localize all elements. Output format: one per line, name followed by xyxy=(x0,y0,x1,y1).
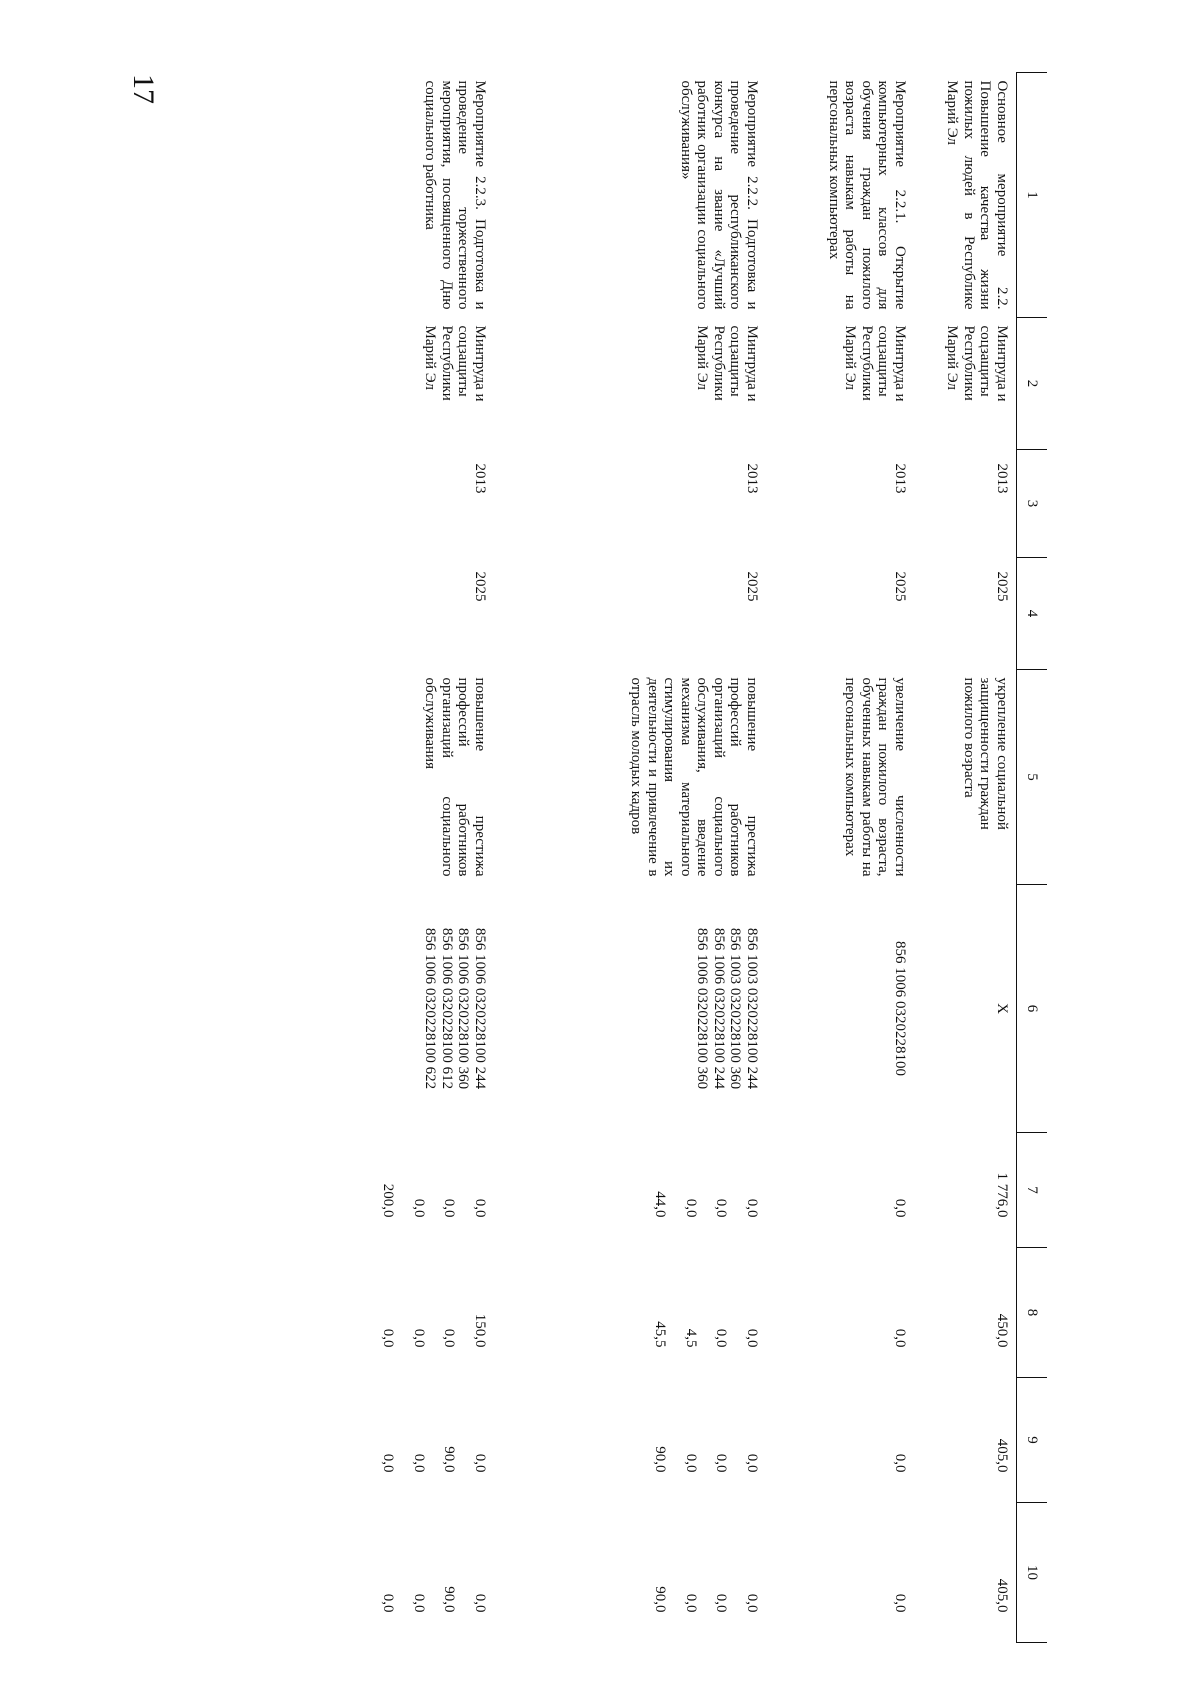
budget-codes xyxy=(338,885,494,1133)
value: 0,0 xyxy=(713,1593,730,1613)
budget-code: 856 1006 0320228100 360 xyxy=(694,927,711,1090)
expected-result: увеличение численности граждан пожилого возраста, обученных навыкам работы на персональных компьютерах xyxy=(842,677,908,877)
column-header-3: 3 xyxy=(1017,450,1048,558)
value: 405,0 xyxy=(994,1578,1010,1613)
page-number: 17 xyxy=(127,74,160,104)
header-row xyxy=(1017,73,1048,1643)
budget-code: 856 1006 0320228100 244 xyxy=(711,927,727,1090)
value-col-7 xyxy=(494,1133,766,1248)
value: 0,0 xyxy=(441,1198,458,1218)
end-year: 2025 xyxy=(892,571,908,602)
value-col-9 xyxy=(914,1378,1017,1503)
value: 0,0 xyxy=(411,1453,427,1473)
executor: Минтруда и соцзащиты Республики Марий Эл xyxy=(842,325,908,402)
value: 0,0 xyxy=(713,1453,730,1473)
value: 0,0 xyxy=(892,1593,908,1613)
budget-code: 856 1006 0320228100 xyxy=(892,941,908,1076)
value: 0,0 xyxy=(744,1328,760,1348)
value-col-10 xyxy=(494,1503,766,1643)
budget-code: 856 1006 0320228100 612 xyxy=(439,927,455,1090)
value: 0,0 xyxy=(892,1328,908,1348)
value: 0,0 xyxy=(380,1593,397,1613)
column-header-7: 7 xyxy=(1017,1133,1048,1248)
executor: Минтруда и соцзащиты Республики Марий Эл xyxy=(422,325,488,402)
program-measures-table xyxy=(338,72,1047,1643)
executor: Минтруда и соцзащиты Республики Марий Эл xyxy=(944,325,1010,402)
budget-code: Х xyxy=(994,1003,1010,1014)
value: 0,0 xyxy=(411,1328,427,1348)
start-year: 2013 xyxy=(472,463,488,494)
value: 0,0 xyxy=(441,1328,458,1348)
value: 450,0 xyxy=(994,1313,1010,1348)
value-col-8 xyxy=(914,1248,1017,1378)
value: 0,0 xyxy=(472,1198,488,1218)
value-col-8 xyxy=(766,1248,914,1378)
budget-codes xyxy=(494,885,766,1133)
expected-result: укрепление социальной защищенности граждан пожилого возраста xyxy=(961,677,1010,830)
value-col-7 xyxy=(338,1133,494,1248)
value: 0,0 xyxy=(411,1198,427,1218)
value: 0,0 xyxy=(744,1593,760,1613)
value: 405,0 xyxy=(994,1438,1010,1473)
budget-code: 856 1003 0320228100 360 xyxy=(727,927,744,1090)
value-col-7 xyxy=(914,1133,1017,1248)
value: 0,0 xyxy=(380,1328,397,1348)
value: 45,5 xyxy=(652,1321,669,1348)
start-year: 2013 xyxy=(744,463,760,494)
value: 0,0 xyxy=(892,1198,908,1218)
value-col-7 xyxy=(766,1133,914,1248)
expected-result: повышение престижа профессий работников организаций социального обслуживания xyxy=(422,677,488,877)
value: 200,0 xyxy=(380,1183,397,1218)
value-col-10 xyxy=(766,1503,914,1643)
value-col-10 xyxy=(914,1503,1017,1643)
end-year: 2025 xyxy=(744,571,760,602)
budget-codes xyxy=(914,885,1017,1133)
table-row xyxy=(494,73,766,1643)
budget-codes xyxy=(766,885,914,1133)
value: 0,0 xyxy=(683,1593,699,1613)
budget-code: 856 1003 0320228100 244 xyxy=(744,927,760,1090)
value: 0,0 xyxy=(713,1328,730,1348)
value-col-8 xyxy=(494,1248,766,1378)
value-col-8 xyxy=(338,1248,494,1378)
executor: Минтруда и соцзащиты Республики Марий Эл xyxy=(694,325,760,402)
budget-code: 856 1006 0320228100 360 xyxy=(455,927,472,1090)
value: 0,0 xyxy=(472,1593,488,1613)
value: 0,0 xyxy=(744,1198,760,1218)
column-header-2: 2 xyxy=(1017,318,1048,450)
column-header-5: 5 xyxy=(1017,670,1048,885)
measure-name: Мероприятие 2.2.1. Открытие компьютерных классов для обучения граждан пожилого возраста навыкам работы на персональных компьютерах xyxy=(826,80,908,310)
value: 90,0 xyxy=(652,1586,669,1613)
value: 90,0 xyxy=(652,1446,669,1473)
value-col-9 xyxy=(338,1378,494,1503)
budget-code: 856 1006 0320228100 622 xyxy=(422,927,439,1090)
column-header-10: 10 xyxy=(1017,1503,1048,1643)
value-col-10 xyxy=(338,1503,494,1643)
value: 0,0 xyxy=(472,1453,488,1473)
column-header-1: 1 xyxy=(1017,73,1048,318)
value: 90,0 xyxy=(441,1446,458,1473)
value: 0,0 xyxy=(380,1453,397,1473)
value: 4,5 xyxy=(683,1328,699,1348)
value: 150,0 xyxy=(472,1313,488,1348)
measure-name: Мероприятие 2.2.3. Подготовка и проведение торжественного мероприятия, посвященного Дню социального работника xyxy=(422,80,488,310)
column-header-6: 6 xyxy=(1017,885,1048,1133)
value: 0,0 xyxy=(713,1198,730,1218)
measure-name: Мероприятие 2.2.2. Подготовка и проведение республиканского конкурса на звание «Лучший работник организации социального обслуживания» xyxy=(678,80,760,310)
column-header-8: 8 xyxy=(1017,1248,1048,1378)
expected-result: повышение престижа профессий работников организаций социального обслуживания, введение механизма материального стимулирования их деятельности и привлечение в отрасль молодых кадров xyxy=(628,677,760,877)
start-year: 2013 xyxy=(892,463,908,494)
measure-name: Основное мероприятие 2.2. Повышение качества жизни пожилых людей в Республике Марий Эл xyxy=(944,80,1010,310)
rotated-table-container xyxy=(191,72,1047,1642)
end-year: 2025 xyxy=(994,571,1010,602)
budget-code: 856 1006 0320228100 244 xyxy=(472,927,488,1090)
column-header-4: 4 xyxy=(1017,558,1048,670)
value-col-9 xyxy=(494,1378,766,1503)
end-year: 2025 xyxy=(472,571,488,602)
value: 0,0 xyxy=(411,1593,427,1613)
value: 44,0 xyxy=(652,1191,669,1218)
start-year: 2013 xyxy=(994,463,1010,494)
table-row xyxy=(914,73,1017,1643)
value: 1 776,0 xyxy=(994,1172,1010,1218)
value: 0,0 xyxy=(683,1453,699,1473)
table-row xyxy=(338,73,494,1643)
table-row xyxy=(766,73,914,1643)
value: 0,0 xyxy=(683,1198,699,1218)
value-col-9 xyxy=(766,1378,914,1503)
value: 0,0 xyxy=(892,1453,908,1473)
column-header-9: 9 xyxy=(1017,1378,1048,1503)
value: 90,0 xyxy=(441,1586,458,1613)
value: 0,0 xyxy=(744,1453,760,1473)
